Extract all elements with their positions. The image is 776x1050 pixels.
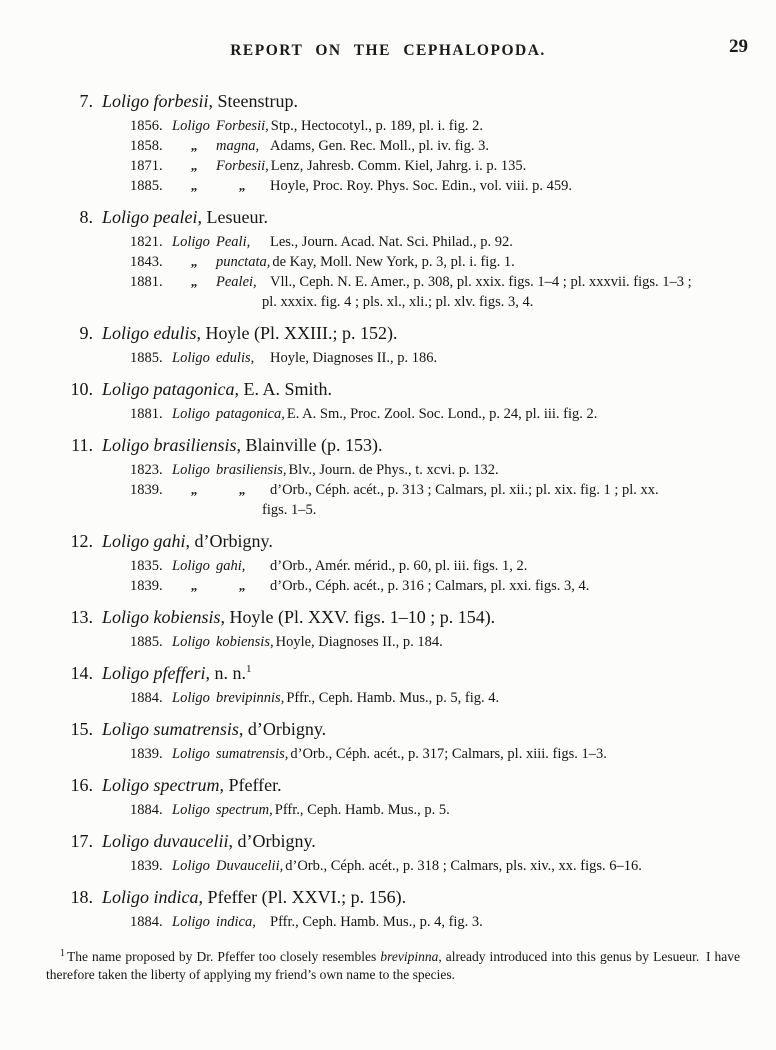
citation-line [130,348,758,368]
citation-epithet: „ [238,178,246,193]
citation-line [130,576,758,596]
species-heading [65,606,758,628]
citation-epithet: „ [238,482,246,497]
citation-reference: Pffr., Ceph. Hamb. Mus., p. 5, fig. 4. [286,690,500,706]
species-name: Loligo gahi [102,531,186,551]
species-authority: , Blainville (p. 153). [236,435,383,455]
citation-genus: „ [190,138,198,153]
citation-epithet: Peali, [216,234,251,250]
citation-genus: Loligo [172,634,210,650]
entry-number: 17. [70,831,93,851]
citation-genus: „ [190,482,198,497]
citation-year: 1871. [130,158,163,174]
citation-reference: Vll., Ceph. N. E. Amer., p. 308, pl. xxix. figs. 1–4 ; pl. xxxvii. figs. 1–3 ; [270,274,692,290]
citation-line [130,800,758,820]
citation-line [130,272,758,292]
citation-year: 1884. [130,914,163,930]
entry-number: 10. [70,379,93,399]
citation-line [130,252,758,272]
species-name: Loligo edulis [102,323,197,343]
citation-epithet: Forbesii, [216,158,269,174]
citation-reference: Pffr., Ceph. Hamb. Mus., p. 5. [274,802,450,818]
species-heading [65,378,758,400]
species-heading [65,830,758,852]
citation-year: 1884. [130,802,163,818]
citation-line [130,480,758,500]
entry-number: 12. [70,531,93,551]
citation-line [130,744,758,764]
entry-number: 14. [70,663,93,683]
citation-reference: Stp., Hectocotyl., p. 189, pl. i. fig. 2. [270,118,484,134]
species-entry [65,378,758,424]
species-name: Loligo pealei [102,207,198,227]
citation-genus: „ [190,178,198,193]
citation-line [130,136,758,156]
species-list [65,90,758,932]
citation-genus: Loligo [172,462,210,478]
citation-genus: „ [190,158,198,173]
entry-number: 8. [79,207,93,227]
citation-reference: de Kay, Moll. New York, p. 3, pl. i. fig. 1. [272,254,515,270]
species-authority: , Pfeffer (Pl. XXVI.; p. 156). [198,887,407,907]
species-name: Loligo kobiensis [102,607,221,627]
citation-line [130,632,758,652]
citation-year: 1839. [130,578,163,594]
citation-reference: d’Orb., Céph. acét., p. 317; Calmars, pl. xiii. figs. 1–3. [290,746,607,762]
citation-reference: d’Orb., Céph. acét., p. 316 ; Calmars, pl. xxi. figs. 3, 4. [270,578,590,594]
footnote-reference: 1 [246,663,252,675]
citation-reference: d’Orb., Céph. acét., p. 318 ; Calmars, pls. xiv., xx. figs. 6–16. [285,858,642,874]
species-authority: , Steenstrup. [208,91,299,111]
citation-genus: Loligo [172,406,210,422]
species-authority: , E. A. Smith. [234,379,333,399]
citation-reference: Adams, Gen. Rec. Moll., pl. iv. fig. 3. [270,138,489,154]
citation-line [130,232,758,252]
citation-year: 1823. [130,462,163,478]
citation-epithet: indica, [216,914,256,930]
footnote-marker: 1 [60,947,65,959]
citation-line [130,176,758,196]
synonymy-list [130,232,758,312]
synonymy-list [130,116,758,196]
citation-epithet: magna, [216,138,260,154]
citation-epithet: brasiliensis, [216,462,287,478]
species-heading [65,774,758,796]
entry-number: 18. [70,887,93,907]
species-entry [65,662,758,708]
species-authority: , d’Orbigny. [185,531,273,551]
footnote-text-before: The name proposed by Dr. Pfeffer too closely resembles [67,949,381,964]
citation-genus: Loligo [172,690,210,706]
species-name: Loligo sumatrensis [102,719,239,739]
citation-reference: d’Orb., Céph. acét., p. 313 ; Calmars, pl. xii.; pl. xix. fig. 1 ; pl. xx. [270,482,659,498]
citation-genus: Loligo [172,802,210,818]
citation-continuation: figs. 1–5. [262,502,317,518]
species-entry [65,774,758,820]
citation-reference: E. A. Sm., Proc. Zool. Soc. Lond., p. 24, pl. iii. fig. 2. [286,406,598,422]
citation-year: 1884. [130,690,163,706]
citation-genus: „ [190,254,198,269]
citation-line [130,912,758,932]
species-entry [65,886,758,932]
species-entry [65,434,758,520]
citation-genus: Loligo [172,118,210,134]
citation-year: 1843. [130,254,163,270]
citation-genus: Loligo [172,350,210,366]
species-authority: , d’Orbigny. [238,719,327,739]
citation-reference: Hoyle, Diagnoses II., p. 184. [275,634,443,650]
species-authority: , d’Orbigny. [228,831,316,851]
citation-line [130,556,758,576]
citation-line [130,404,758,424]
footnote-italic-term: brevipinna [380,949,439,964]
species-entry [65,322,758,368]
citation-reference: Blv., Journ. de Phys., t. xcvi. p. 132. [288,462,499,478]
synonymy-list [130,460,758,520]
footnote [46,948,740,983]
species-heading [65,662,758,684]
species-name: Loligo forbesii [102,91,209,111]
citation-epithet: Forbesii, [216,118,269,134]
citation-epithet: punctata, [216,254,271,270]
citation-genus: „ [190,274,198,289]
citation-reference: Hoyle, Proc. Roy. Phys. Soc. Edin., vol. viii. p. 459. [270,178,572,194]
species-authority: , Lesueur. [197,207,268,227]
citation-year: 1821. [130,234,163,250]
citation-year: 1885. [130,350,163,366]
citation-reference: Hoyle, Diagnoses II., p. 186. [270,350,438,366]
citation-year: 1835. [130,558,163,574]
citation-line [130,116,758,136]
citation-genus: „ [190,578,198,593]
synonymy-list [130,632,758,652]
citation-epithet: edulis, [216,350,255,366]
synonymy-list [130,556,758,596]
citation-genus: Loligo [172,558,210,574]
synonymy-list [130,856,758,876]
citation-epithet: sumatrensis, [216,746,289,762]
citation-continuation: pl. xxxix. fig. 4 ; pls. xl., xli.; pl. xlv. figs. 3, 4. [262,294,534,310]
citation-year: 1881. [130,406,163,422]
species-authority: , Pfeffer. [219,775,282,795]
species-entry [65,530,758,596]
species-name: Loligo spectrum [102,775,220,795]
citation-epithet: „ [238,578,246,593]
citation-genus: Loligo [172,858,210,874]
citation-reference: d’Orb., Amér. mérid., p. 60, pl. iii. figs. 1, 2. [270,558,528,574]
species-heading [65,206,758,228]
citation-epithet: Duvaucelii, [216,858,284,874]
citation-year: 1858. [130,138,163,154]
synonymy-list [130,688,758,708]
synonymy-list [130,800,758,820]
entry-number: 13. [70,607,93,627]
synonymy-list [130,404,758,424]
species-authority: , Hoyle (Pl. XXIII.; p. 152). [196,323,398,343]
citation-line [130,688,758,708]
species-heading [65,886,758,908]
citation-epithet: patagonica, [216,406,285,422]
citation-year: 1881. [130,274,163,290]
citation-year: 1839. [130,482,163,498]
citation-year: 1856. [130,118,163,134]
citation-epithet: spectrum, [216,802,273,818]
entry-number: 11. [71,435,93,455]
page-header [0,0,776,66]
species-name: Loligo indica [102,887,199,907]
species-name: Loligo duvaucelii [102,831,229,851]
citation-epithet: Pealei, [216,274,257,290]
running-head: REPORT ON THE CEPHALOPODA. [230,42,546,59]
species-name: Loligo pfefferi [102,663,206,683]
entry-number: 15. [70,719,93,739]
species-heading [65,530,758,552]
synonymy-list [130,348,758,368]
citation-genus: Loligo [172,234,210,250]
citation-epithet: kobiensis, [216,634,274,650]
synonymy-list [130,912,758,932]
page-number: 29 [729,36,748,57]
species-entry [65,606,758,652]
species-name: Loligo patagonica [102,379,235,399]
citation-line [130,156,758,176]
citation-genus: Loligo [172,746,210,762]
species-heading [65,434,758,456]
species-heading [65,90,758,112]
entry-number: 16. [70,775,93,795]
species-authority: , n. n. [205,663,246,683]
footnote-text-after: , already introduced into this genus by Lesueur. I have therefore taken the liberty of applying my friend’s own name to the species. [46,949,740,982]
citation-line [130,856,758,876]
species-heading [65,718,758,740]
citation-year: 1885. [130,634,163,650]
citation-epithet: gahi, [216,558,246,574]
citation-reference: Les., Journ. Acad. Nat. Sci. Philad., p. 92. [270,234,513,250]
entry-number: 9. [79,323,93,343]
entry-number: 7. [79,91,93,111]
citation-epithet: brevipinnis, [216,690,285,706]
species-entry [65,718,758,764]
species-name: Loligo brasiliensis [102,435,237,455]
citation-line [130,460,758,480]
species-entry [65,206,758,312]
species-authority: , Hoyle (Pl. XXV. figs. 1–10 ; p. 154). [220,607,496,627]
citation-year: 1839. [130,858,163,874]
synonymy-list [130,744,758,764]
species-entry [65,90,758,196]
citation-reference: Pffr., Ceph. Hamb. Mus., p. 4, fig. 3. [270,914,483,930]
species-heading [65,322,758,344]
citation-genus: Loligo [172,914,210,930]
citation-year: 1885. [130,178,163,194]
citation-reference: Lenz, Jahresb. Comm. Kiel, Jahrg. i. p. 135. [270,158,527,174]
species-entry [65,830,758,876]
citation-year: 1839. [130,746,163,762]
